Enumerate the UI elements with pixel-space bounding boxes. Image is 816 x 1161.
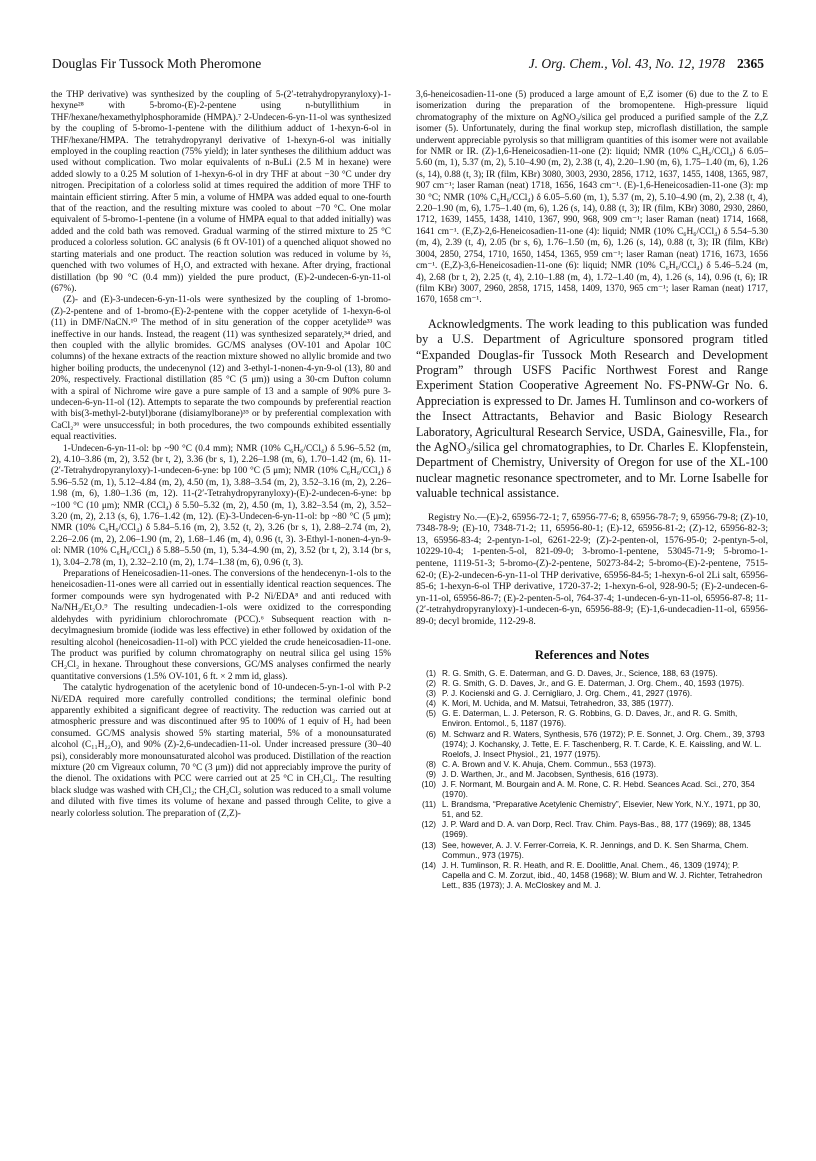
journal-info: J. Org. Chem., Vol. 43, No. 12, 1978 <box>528 56 725 71</box>
paragraph: 1-Undecen-6-yn-11-ol: bp ~90 °C (0.4 mm); NMR (10% C₆H₆/CCl₄) δ 5.96–5.52 (m, 2), 4.10–3.86 (m, 2), 3.52 (br t, 2), 3.36 (br s, 1), 2.26–1.98 (m, 6), 1.70–1.42 (m, 6). 11-(2′-Tetrahydropyranyloxy)-1-undecen-6-yne: bp 100 °C (5 μm); NMR (10% C₆H₆/CCl₄) δ 5.96–5.52 (m, 1), 5.12–4.84 (m, 2), 4.50 (m, 1), 3.88–3.54 (m, 2), 3.52–3.16 (m, 2), 2.26–1.98 (m, 6), 1.80–1.36 (m, 12). 11-(2′-Tetrahydropyranyloxy)-(E)-2-undecen-6-yne: bp ~100 °C (10 μm); NMR (CCl₄) δ 5.50–5.32 (m, 2), 4.50 (m, 1), 3.82–3.54 (m, 2), 3.52–3.20 (m, 2), 2.13 (s, 6), 1.76–1.42 (m, 12). (E)-3-Undecen-6-yn-11-ol: bp ~80 °C (5 μm); NMR (10% C₆H₆/CCl₄) δ 5.84–5.16 (m, 2), 3.52 (t, 2), 3.26 (br s, 1), 2.88–2.74 (m, 2), 2.26–2.06 (m, 2), 2.06–1.90 (m, 2), 1.68–1.46 (m, 4), 0.96 (t, 3). 3-Ethyl-1-nonen-4-yn-9-ol: NMR (10% C₆H₆/CCl₄) δ 5.88–5.50 (m, 1), 5.34–4.90 (m, 2), 3.52 (br t, 2), 3.14 (br s, 1), 3.04–2.78 (m, 1), 2.32–2.10 (m, 2), 1.74–1.38 (m, 6), 0.96 (t, 3). <box>51 443 391 568</box>
reference-text: See, however, A. J. V. Ferrer-Correia, K. R. Jennings, and D. K. Sen Sharma, Chem. Commun., 973 (1975). <box>442 840 749 860</box>
reference-text: R. G. Smith, G. D. Daves, Jr., and G. E. Daterman, J. Org. Chem., 40, 1593 (1975). <box>442 679 745 689</box>
reference-item <box>416 760 768 770</box>
reference-text: J. F. Normant, M. Bourgain and A. M. Rone, C. R. Hebd. Seances Acad. Sci., 270, 354 (1970). <box>442 779 755 800</box>
paragraph: (Z)- and (E)-3-undecen-6-yn-11-ols were synthesized by the coupling of 1-bromo-(Z)-2-pentene and of 1-bromo-(E)-2-pentene with the copper acetylide of 1-hexyn-6-ol (11) in DMF/NaCN.¹⁰ The method of in situ generation of the copper acetylide³³ was ineffective in our hands. Instead, the reagent (11) was synthesized separately,³⁴ dried, and then coupled with the allylic bromides. GC/MS analyses (OV-101 and Apolar 10C columns) of the hexane extracts of the reaction mixture showed no allylic bromide and two higher boiling products, the undecenynol (12) and 3-ethyl-1-nonen-4-yn-9-ol (13), 80 and 20%, respectively. Fractional distillation (85 °C (5 μm)) using a 30-cm Dufton column with a spiral of Nichrome wire gave a pure sample of 13 and a sample of 90% pure 3-undecen-6-yn-11-ol (12). Attempts to separate the two compounds by preferential reaction with bis(3-methyl-2-butyl)borane (disiamylborane)³⁵ or by preferential complexation with CaCl₂³⁶ were unsuccessful; in both procedures, the two compounds exhibited essentially equal reactivities. <box>51 295 391 443</box>
reference-item <box>416 800 768 820</box>
paragraph: The catalytic hydrogenation of the acetylenic bond of 10-undecen-5-yn-1-ol with P-2 Ni/EDA required more carefully controlled conditions; the terminal olefinic bond apparently exhibited a significant degree of reactivity. The reduction was carried out at atmospheric pressure and was discontinued after 95 to 100% of 1 equiv of H₂ had been consumed. GC/MS analysis showed 5% starting material, 5% of a monounsaturated alcohol (C₁₁H₂₂O), and 90% (Z)-2,6-undecadien-11-ol. Under increased pressure (30–40 psi), considerably more monounsaturated alcohol was produced. Distillation of the reaction mixture (20 cm Vigreaux column, 70 °C (3 μm)) did not appreciably improve the purity of the dienol. The oxidations with PCC were carried out at 25 °C in CH₂Cl₂. The resulting black sludge was washed with CH₂Cl₂; the CH₂Cl₂ solution was reduced to a small volume and diluted with five times its volume of hexane and passed through Celite, to give a nearly colorless solution. The preparation of (Z,Z)- <box>51 683 391 819</box>
reference-text: P. J. Kocienski and G. J. Cernigliaro, J. Org. Chem., 41, 2927 (1976). <box>442 689 693 699</box>
reference-number: (8) <box>425 759 436 769</box>
acknowledgments: Acknowledgments. The work leading to this publication was funded by a U.S. Department of Agriculture sponsored program titled “Expanded Douglas-fir Tussock Moth Research and Development Program” through USFS Pacific Northwest Forest and Range Experiment Station Cooperative Agreement No. FS-PNW-Gr No. 6. Appreciation is expressed to Dr. James H. Tumlinson and co-workers of the Insect Attractants, Behavior and Basic Biology Research Laboratory, Agricultural Research Service, USDA, Gainesville, Fla., for the AgNO₃/silica gel chromatographies, to Dr. Charles E. Klopfenstein, Department of Chemistry, University of Oregon for use of the XL-100 nuclear magnetic resonance spectrometer, and to Mr. Lorne Isabelle for valuable technical assistance. <box>416 316 768 501</box>
right-column <box>416 90 768 891</box>
reference-number: (11) <box>422 800 436 810</box>
reference-item <box>416 820 768 840</box>
reference-text: M. Schwarz and R. Waters, Synthesis, 576 (1972); P. E. Sonnet, J. Org. Chem., 39, 3793 (1974); J. Kochansky, J. Tette, E. F. Taschenberg, R. T. Carde, K. E. Kaissling, and W. L. Roelofs, J. Insect Physiol., 21, 1977 (1975). <box>442 729 765 759</box>
reference-item <box>416 841 768 861</box>
references-list <box>416 669 768 891</box>
reference-item <box>416 730 768 760</box>
reference-item <box>416 861 768 891</box>
reference-text: J. H. Tumlinson, R. R. Heath, and R. E. Doolittle, Anal. Chem., 46, 1309 (1974); P. Capella and C. M. Zorzut, ibid., 40, 1458 (1968); W. Blum and W. J. Richter, Tetrahedron Lett., 835 (1973); J. A. McCloskey and M. J. <box>442 860 763 890</box>
reference-item <box>416 669 768 679</box>
left-column <box>51 90 391 820</box>
reference-text: G. E. Daterman, L. J. Peterson, R. G. Robbins, G. D. Daves, Jr., and R. G. Smith, Environ. Entomol., 5, 1187 (1976). <box>442 709 738 729</box>
reference-text: J. D. Warthen, Jr., and M. Jacobsen, Synthesis, 616 (1973). <box>442 769 659 779</box>
reference-number: (2) <box>425 679 436 689</box>
running-title: Douglas Fir Tussock Moth Pheromone <box>52 56 262 71</box>
reference-text: C. A. Brown and V. K. Ahuja, Chem. Commun., 553 (1973). <box>442 759 657 769</box>
reference-item <box>416 689 768 699</box>
reference-number: (9) <box>425 769 436 779</box>
page-number: 2365 <box>737 56 764 71</box>
reference-text: J. P. Ward and D. A. van Dorp, Recl. Trav. Chim. Pays-Bas., 88, 177 (1969); 88, 1345 (1969). <box>442 820 751 840</box>
registry-numbers: Registry No.—(E)-2, 65956-72-1; 7, 65956-77-6; 8, 65956-78-7; 9, 65956-79-8; (Z)-10, 7348-78-9; (E)-10, 7348-71-2; 11, 65956-80-1; (E)-12, 65956-81-2; (Z)-12, 65956-82-3; 13, 65956-83-4; 2-pentyn-1-ol, 6261-22-9; (Z)-2-penten-ol, 1576-95-0; 2-pentyn-5-ol, 10229-10-4; 1-penten-5-ol, 821-09-0; 3-bromo-1-pentene, 53045-71-9; 5-bromo-1-pentene, 1119-51-3; 5-bromo-(Z)-2-pentene, 50273-84-2; 5-bromo-(E)-2-pentene, 7515-62-0; (E)-2-undecen-6-yn-11-ol THP derivative, 65956-84-5; 1-hexyn-6-ol 2Li salt, 65956-85-6; 1-hexyn-6-ol THP derivative, 1720-37-2; 1-hexyn-6-ol, 928-90-5; (E)-2-undecen-6-yn-11-ol, 65956-86-7; (E)-2-penten-5-ol, 764-37-4; 1-undecen-6-yn-11-ol, 65956-87-8; 11-(2′-tetrahydropyranyloxy)-1-undecen-6-yn, 65956-88-9; (E)-1,6-undecadien-11-ol, 65956-89-0; decyl bromide, 112-29-8. <box>416 511 768 627</box>
paragraph: the THP derivative) was synthesized by the coupling of 5-(2′-tetrahydropyranyloxy)-1-hexyne²⁸ with 5-bromo-(E)-2-pentene using n-butyllithium in THF/hexane/hexamethylphosphoramide (HMPA).⁷ 2-Undecen-6-yn-11-ol was synthesized by the coupling of 5-bromo-1-pentene with the dilithium adduct of 1-hexyn-6-ol in THF/hexane/HMPA. The tetrahydropyranyl derivative of 1-hexyn-6-ol was initially employed in the coupling reaction (75% yield); in later syntheses the dilithium adduct was used without complication. Two molar equivalents of n-BuLi (2.5 M in hexane) were added slowly to a 0.25 M solution of 1-hexyn-6-ol in dry THF at about −30 °C under dry nitrogen. Precipitation of a colorless solid at times required the addition of more THF to maintain efficient stirring. After 5 min, a volume of HMPA was added equal to one-fourth that of the reaction, and the resulting mixture was cooled to about −70 °C. One molar equivalent of 5-bromo-1-pentene (in a volume of HMPA equal to that added initially) was added and the cold bath was removed. Gradual warming of the stirred mixture to 25 °C produced a colorless solution. GC analysis (6 ft OV-101) of a quenched aliquot showed no starting materials and one product. The reaction solution was reduced in volume by ⅔, quenched with two volumes of H₂O, and extracted with hexane. After drying, fractional distillation (bp 90 °C (0.4 mm)) yielded the pure product, (E)-2-undecen-6-yn-11-ol (67%). <box>51 90 391 294</box>
reference-number: (3) <box>425 689 436 699</box>
reference-number: (10) <box>421 779 436 789</box>
reference-item <box>416 770 768 780</box>
reference-number: (6) <box>425 729 436 739</box>
paragraph: Preparations of Heneicosadien-11-ones. The conversions of the hendecenyn-1-ols to the heneicosadien-11-ones were all carried out in essentially identical reaction sequences. The former compounds were syn hydrogenated with P-2 Ni/EDA⁸ and anti reduced with Na/NH₃/Et₂O.⁹ The resulting undecadien-1-ols were oxidized to the corresponding aldehydes with pyridinium chlorochromate (PCC).⁶ Subsequent reaction with n-decylmagnesium bromide (iodide was less effective) in ether followed by oxidation of the resulting alcohol (heneicosadien-11-ol) with PCC yielded the crude heneicosadien-11-one. The product was purified by column chromatography on neutral silica gel using 15% CH₂Cl₂ in hexane. Throughout these conversions, GC/MS analyses confirmed the nearly quantitative conversions (1.5% OV-101, 6 ft. × 2 mm id, glass). <box>51 569 391 682</box>
reference-item <box>416 780 768 800</box>
reference-item <box>416 679 768 689</box>
references-heading: References and Notes <box>534 647 650 662</box>
reference-number: (14) <box>421 860 436 870</box>
reference-text: L. Brandsma, “Preparative Acetylenic Chemistry”, Elsevier, New York, N.Y., 1971, pp 30, 51, and 52. <box>442 800 761 820</box>
reference-text: K. Mori, M. Uchida, and M. Matsui, Tetrahedron, 33, 385 (1977). <box>442 699 674 709</box>
reference-text: R. G. Smith, G. E. Daterman, and G. D. Daves, Jr., Science, 188, 63 (1975). <box>442 668 718 678</box>
reference-number: (12) <box>421 820 436 830</box>
reference-item <box>416 709 768 729</box>
reference-number: (1) <box>425 668 436 678</box>
reference-item <box>416 699 768 709</box>
reference-number: (4) <box>425 699 436 709</box>
reference-number: (13) <box>421 840 436 850</box>
paragraph: 3,6-heneicosadien-11-one (5) produced a large amount of E,Z isomer (6) due to the Z to E isomerization during the preparation of the bromopentene. High-pressure liquid chromatography of the mixture on AgNO₃/silica gel produced a purified sample of the Z,Z isomer (5). Unfortunately, during the final workup step, microflash distillation, the sample underwent appreciable pyrolysis so that milligram quantities of this isomer were not available for NMR or IR. (Z)-1,6-Heneicosadien-11-one (2): liquid; NMR (10% C₆H₆/CCl₄) δ 6.05–5.60 (m, 1), 5.37 (m, 2), 5.10–4.90 (m, 2), 2.38 (t, 4), 2.20–1.90 (m, 6), 1.75–1.40 (m, 6), 1.26 (s, 14), 0.88 (t, 3); IR (film, KBr) 3080, 3003, 2930, 2856, 1712, 1637, 1455, 1408, 1365, 987, 907 cm⁻¹; laser Raman (neat) 1718, 1656, 1643 cm⁻¹. (E)-1,6-Heneicosadien-11-one (3): mp 30 °C; NMR (10% C₆H₆/CCl₄) δ 6.05–5.60 (m, 1), 5.37 (m, 2), 5.10–4.90 (m, 2), 2.38 (t, 4), 2.20–1.90 (m, 6), 1.75–1.40 (m, 6), 1.26 (s, 14), 0.88 (t, 3); IR (film, KBr) 3080, 2930, 2860, 1712, 1639, 1455, 1438, 1410, 1367, 990, 968, 909 cm⁻¹; laser Raman (neat) 1714, 1668, 1641 cm⁻¹. (E,Z)-2,6-Heneicosadien-11-one (4): liquid; NMR (10% C₆H₆/CCl₄) δ 5.54–5.30 (m, 4), 2.39 (t, 4), 2.05 (br s, 6), 1.76–1.50 (m, 6), 1.26 (s, 14), 0.88 (t, 3); IR (film, KBr) 3004, 2850, 2754, 1710, 1650, 1454, 1365, 959 cm⁻¹; laser Raman (neat) 1716, 1673, 1656 cm⁻¹. (E,Z)-3,6-Heneicosadien-11-one (6): liquid; NMR (10% C₆H₆/CCl₄) δ 5.46–5.24 (m, 4), 2.68 (br t, 2), 2.25 (t, 4), 2.10–1.88 (m, 4), 1.72–1.40 (m, 4), 1.26 (s, 14), 0.96 (t, 6); IR (film KBr) 3007, 2960, 2858, 1715, 1458, 1409, 1370, 965 cm⁻¹; laser Raman (neat) 1717, 1670, 1658 cm⁻¹. <box>416 90 768 306</box>
journal-citation <box>529 56 764 72</box>
running-header <box>52 56 764 76</box>
reference-number: (5) <box>425 709 436 719</box>
